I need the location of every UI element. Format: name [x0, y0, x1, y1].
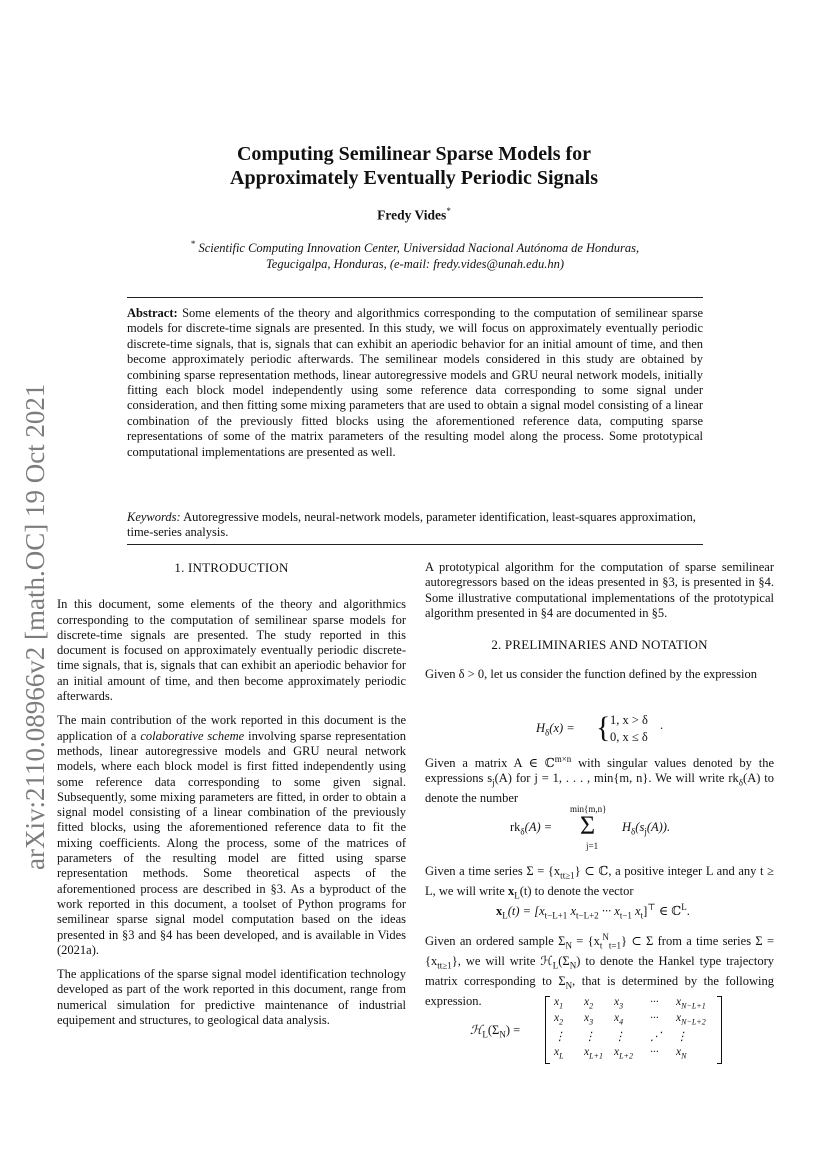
p4-g: , that is determined by the following expression.: [425, 973, 774, 1008]
intro-paragraph-1: In this document, some elements of the theory and algorithmics corresponding to the computation of semilinear sparse models for discrete-time signals are presented. The study reported in this document is focused on approximately eventually periodic discrete-time signals, that is, signals that can exhibit an aperiodic behavior for an initial amount of time, and then become approximately periodic afterwards.: [57, 597, 406, 704]
p2-sub-delta: δ: [738, 777, 744, 788]
eq3-close: ]: [643, 904, 648, 919]
hankel-cell: $x_4$: [614, 1012, 624, 1027]
hankel-cell: $x_{N-L+2}$: [676, 1012, 706, 1027]
hankel-lhs: [470, 1022, 520, 1040]
p4-a: Given an ordered sample Σ: [425, 934, 566, 949]
hankel-cell: $x_1$: [554, 996, 564, 1011]
eq3-x4: x: [631, 904, 641, 919]
eq1-end: .: [660, 718, 664, 732]
eq2-mid: (A) =: [524, 820, 553, 834]
right-paragraph-1: A prototypical algorithm for the computation of sparse semilinear autoregressors based on the ideas presented in §3, is presented in §4. Some illustrative computational implementations of the prototypical algorithm presented in §4 are documented in §5.: [425, 560, 774, 620]
eq1-arg: (x) =: [549, 721, 575, 735]
hankel-matrix: [550, 996, 716, 1062]
eq1-lhs: H: [536, 721, 546, 735]
keywords-text: Autoregressive models, neural-network models, parameter identification, least-squares approximation, time-series analysis.: [127, 510, 696, 540]
eq3-lhs: x: [496, 904, 503, 919]
p4-sub-t-2: t: [437, 960, 440, 971]
keywords: [127, 510, 703, 541]
abstract-text: Some elements of the theory and algorithmics corresponding to the computation of semilinear sparse models for discrete-time signals are presented. In this study, we will focus on approximately eventually periodic discrete-time signals, that is, signals that can exhibit an aperiodic behavior for an initial amount of time, and then become approximately periodic afterwards. The semilinear models considered in this study are obtained by combining sparse representation methods, linear autoregressive models and GRU neural network models, initially fitting each block model independently using some reference data corresponding to some signal under consideration, and then fitting some mixing parameters that are used to obtain a signal model consisting of a linear combination of the previously fitted blocks using the aforementioned reference data, computing sparse representations of some of the matrix parameters of the resulting model along the process. Some prototypical computational implementations are presented as well.: [127, 306, 704, 459]
p2-line1: Given a matrix A ∈ ℂ: [425, 756, 555, 771]
p4-d: }, we will write ℋ: [451, 953, 553, 968]
hankel-cell: $x_2$: [554, 1012, 564, 1027]
hankel-sub: L: [482, 1029, 488, 1040]
hankel-cell: ⋮: [676, 1031, 688, 1043]
eq2-sum-bottom: j=1: [586, 841, 599, 851]
intro-p2-emphasis: colaborative scheme: [140, 728, 245, 743]
hankel-cell: $x_L$: [554, 1046, 564, 1061]
abstract-bottom-rule: [127, 544, 703, 545]
p4-b: = {x: [571, 934, 600, 949]
eq1-brace: {: [596, 711, 611, 744]
eq3-lhs-sub: L: [502, 910, 508, 921]
hankel-H: ℋ: [470, 1023, 483, 1037]
hankel-cell: $x_3$: [584, 1012, 594, 1027]
eq3-end: .: [686, 904, 690, 919]
p3-a: Given a time series Σ = {x: [425, 864, 561, 878]
abstract: [127, 306, 703, 460]
author-mark: *: [446, 206, 451, 216]
p3-b: } ⊂ ℂ, a positive integer L and any t ≥ L, we will write: [425, 864, 774, 898]
eq2-rhs: [622, 820, 670, 837]
hankel-arg: (Σ: [487, 1023, 500, 1037]
hankel-cell: $x_{N-L+1}$: [676, 996, 706, 1011]
eq3-s2: t−L+2: [576, 910, 599, 921]
hankel-cell: ···: [650, 1046, 659, 1058]
p2-line1d: (A) to denote the number: [425, 771, 774, 806]
eq1-case-2: 0, x ≤ δ: [610, 730, 648, 744]
p2-line1c: (A) for j = 1, . . . , min{m, n}. We will write rk: [494, 771, 739, 786]
hankel-cell: ⋮: [584, 1031, 596, 1043]
p3-sub-L: L: [514, 890, 520, 901]
hankel-cell: $x_3$: [614, 996, 624, 1011]
hankel-right-bracket: [717, 996, 722, 1064]
hankel-cell: ···: [650, 996, 659, 1008]
intro-p2-part-b: involving sparse representation methods, linear autoregressive models and GRU neural network models, where each block model is first fitted independently using some reference data corresponding to some given signal. Subsequently, some mixing parameters are fitted, in order to obtain a signal model consisting of a linear combination of the previously fitted blocks, using the aforementioned reference data to fit the mixing coefficients. Along the process, some of the matrices of parameters of the resulting model are fitted using sparse representation methods. Some theoretical aspects of the aforementioned process are described in §3. As a byproduct of the work reported in this document, a toolset of Python programs for semilinear sparse signal model computation based on the ideas presented in §3 and §4 has been developed, and is available in Vides (2021a).: [57, 728, 406, 957]
eq3-s3: t−1: [619, 910, 632, 921]
section-1-heading: 1. INTRODUCTION: [174, 560, 289, 575]
p3-bold-x: x: [507, 883, 515, 898]
keywords-label: Keywords:: [127, 510, 181, 524]
intro-p2-part-a: The main contribution of the work reported in this document is the application of a: [57, 713, 406, 743]
prelim-paragraph-1: Given δ > 0, let us consider the function defined by the expression: [425, 667, 757, 682]
eq3-s4: t: [640, 910, 644, 921]
hankel-end: ) =: [505, 1023, 521, 1037]
hankel-cell: $x_2$: [584, 996, 594, 1011]
p4-sup-N: N: [602, 932, 609, 942]
paper-title: [0, 142, 828, 190]
hankel-cell: ⋮: [554, 1031, 566, 1043]
eq3-top: ⊤: [647, 902, 656, 912]
p4-f: ) to denote the Hankel type trajectory matrix corresponding to Σ: [425, 953, 774, 988]
eq3-in: ∈ ℂ: [655, 904, 682, 919]
equation-vector: [496, 902, 690, 921]
p4-sub-N: N: [565, 940, 572, 951]
p4-sub-t1: t=1: [608, 940, 621, 951]
eq2-lhs-sub: δ: [520, 826, 525, 837]
affiliation-mark: *: [190, 239, 196, 249]
p4-sub-L: L: [552, 960, 559, 971]
p4-sub-N-2: N: [569, 960, 577, 971]
eq2-lhs: rk: [510, 820, 521, 834]
right-column: [425, 560, 774, 683]
hankel-cell: $x_{L+2}$: [614, 1046, 633, 1061]
hankel-cell: ···: [650, 1012, 659, 1024]
title-line-2: Approximately Eventually Periodic Signals: [230, 167, 598, 189]
eq3-s1: t−L+1: [544, 910, 568, 921]
hankel-cell: ⋮: [614, 1031, 626, 1043]
eq2-sum-sign: Σ: [580, 811, 596, 840]
equation-rank: [510, 820, 552, 837]
arxiv-stamp: arXiv:2110.08966v2 [math.OC] 19 Oct 2021: [20, 383, 50, 870]
eq1-sub: δ: [545, 727, 550, 738]
eq3-dots: ··· x: [598, 904, 620, 919]
p4-e: (Σ: [558, 953, 570, 968]
title-line-1: Computing Semilinear Sparse Models for: [236, 143, 592, 165]
eq1-case-1: 1, x > δ: [610, 713, 648, 727]
author-name: Fredy Vides: [377, 207, 447, 223]
hankel-cell: $x_{L+1}$: [584, 1046, 603, 1061]
eq2-rhs-end: (A)).: [646, 820, 671, 834]
left-column: [57, 560, 406, 1037]
eq2-sum-top: min{m,n}: [570, 804, 607, 814]
equation-heaviside: [536, 721, 575, 738]
p2-sub-j: j: [492, 777, 495, 788]
eq3-lhs-arg: (t) = [x: [507, 904, 545, 919]
p2-line1b: with singular values denoted by the expressions s: [425, 756, 774, 786]
hankel-cell: ⋰: [650, 1031, 662, 1043]
eq3-x2: x: [567, 904, 576, 919]
hankel-cell: $x_N$: [676, 1046, 687, 1061]
abstract-top-rule: [127, 297, 703, 298]
p3-c: (t) to denote the vector: [519, 883, 634, 898]
intro-paragraph-3: The applications of the sparse signal model identification technology developed as part of the work reported in this document, range from numerical simulation for predictive maintenance of industrial equipement and structures, to geological data analysis.: [57, 967, 406, 1028]
eq2-rhs-sub: δ: [631, 826, 636, 837]
section-2-heading: 2. PRELIMINARIES AND NOTATION: [491, 637, 708, 653]
p4-sub-N-3: N: [565, 980, 573, 991]
p4-sub-tge1: t≥1: [439, 960, 452, 971]
p4-sub-t: t: [599, 940, 603, 951]
eq2-rhs-h: H: [622, 820, 632, 834]
author: [0, 206, 828, 224]
eq2-rhs-arg: (s: [635, 820, 645, 834]
intro-paragraph-2: [57, 713, 406, 958]
p3-sub-t: t: [560, 870, 563, 881]
hankel-argsub: N: [499, 1029, 506, 1040]
affiliation-text: Scientific Computing Innovation Center, Universidad Nacional Autónoma de Honduras, Tegucigalpa, Honduras, (e-mail: fredy.vides@unah.edu.hn): [198, 241, 640, 271]
p2-sup: m×n: [554, 754, 572, 764]
prelim-paragraph-2: [425, 752, 774, 807]
affiliation: [190, 237, 640, 272]
eq2-rhs-j: j: [644, 826, 647, 837]
prelim-paragraph-3: [425, 864, 774, 904]
abstract-label: Abstract:: [127, 306, 178, 320]
p3-sub-tge1: t≥1: [562, 870, 575, 881]
p4-c: } ⊂ Σ from a time series Σ = {x: [425, 934, 774, 968]
eq3-L: L: [681, 902, 687, 912]
